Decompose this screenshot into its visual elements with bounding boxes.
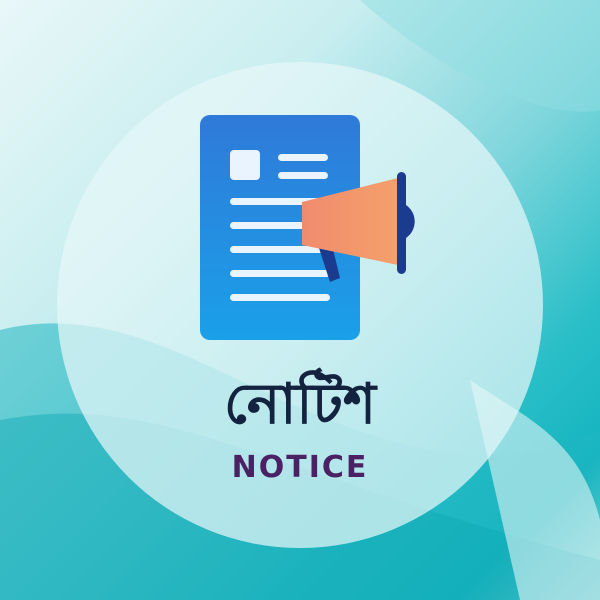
notice-title-bengali: নোটিশ	[223, 372, 377, 437]
notice-emblem	[190, 110, 440, 350]
notice-title-english: NOTICE	[231, 450, 369, 485]
